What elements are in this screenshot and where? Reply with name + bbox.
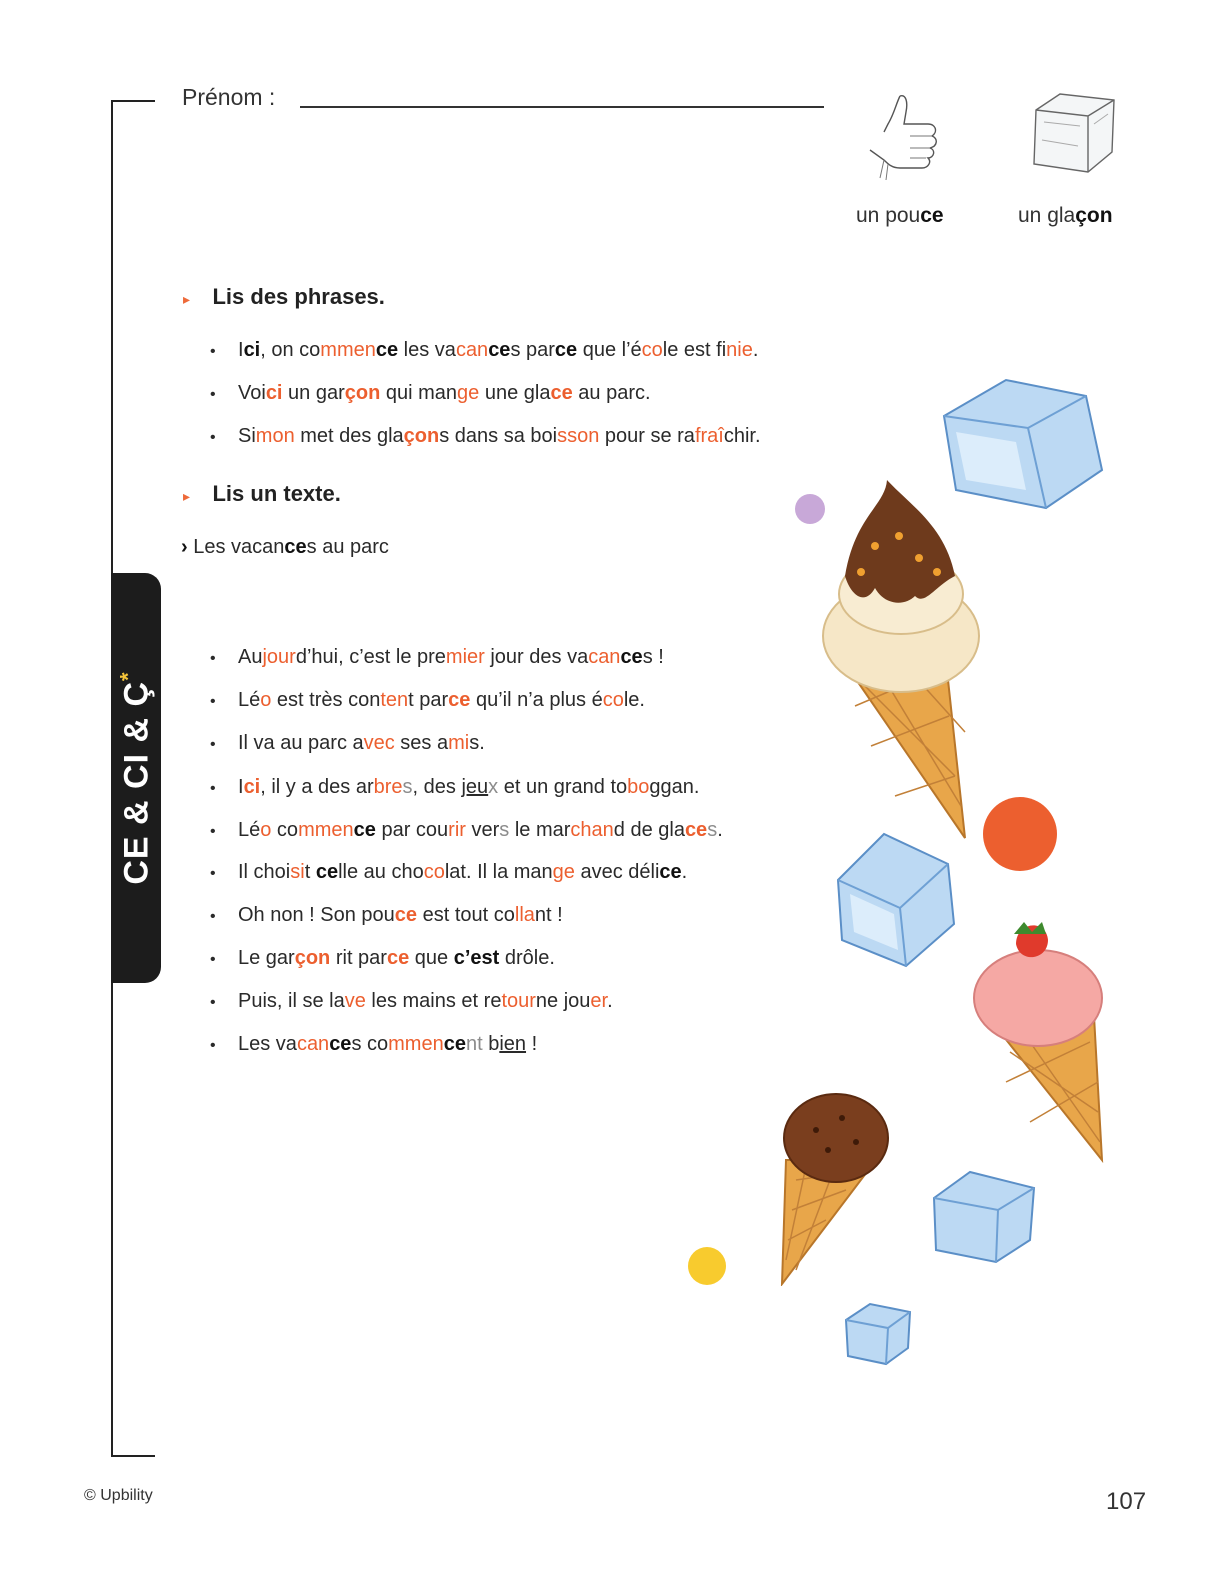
chevron-right-icon: › (181, 536, 188, 558)
text-line-7: • Oh non ! Son pouce est tout collant ! (210, 904, 563, 926)
frame-bottom-rule (111, 1455, 155, 1457)
prenom-input-line[interactable] (300, 106, 824, 108)
word-un-pouce: un pouce (856, 204, 944, 227)
ice-cube-icon (842, 1300, 914, 1366)
text-subtitle: › Les vacances au parc (181, 536, 389, 558)
frame-top-rule (111, 100, 155, 102)
section1-title: Lis des phrases. (212, 284, 385, 309)
word-un-glacon: un glaçon (1018, 204, 1113, 227)
section1-heading (183, 284, 385, 310)
yellow-dot (688, 1247, 726, 1285)
ice-cube-sketch-icon (1030, 90, 1118, 176)
text-line-9: • Puis, il se lave les mains et retourne jouer. (210, 990, 613, 1012)
section2-heading (183, 481, 341, 507)
ice-cube-icon (834, 830, 958, 970)
text-line-8: • Le garçon rit parce que c’est drôle. (210, 947, 555, 969)
chocolate-ice-cream-cone-icon (776, 1090, 892, 1286)
text-line-1: • Aujourd’hui, c’est le premier jour des vacances ! (210, 646, 664, 668)
side-tab-label: CE & CI & Ç (117, 680, 156, 885)
copyright: © Upbility (84, 1487, 153, 1504)
side-tab (111, 573, 161, 983)
text-line-3: • Il va au parc avec ses amis. (210, 732, 485, 754)
ice-cube-icon (930, 1168, 1038, 1264)
sentence-1: • Ici, on commence les vacances parce que l’école est finie. (210, 339, 759, 361)
orange-dot (983, 797, 1057, 871)
side-tab-asterisk: * (115, 671, 141, 681)
text-line-4: • Ici, il y a des arbres, des jeux et un grand toboggan. (210, 776, 700, 798)
arrow-icon: ▸ (183, 488, 191, 504)
sentence-2: • Voici un garçon qui mange une glace au parc. (210, 382, 651, 404)
arrow-icon: ▸ (183, 291, 191, 307)
thumbs-up-icon (866, 90, 946, 182)
text-line-5: • Léo commence par courir vers le marchand de glaces. (210, 819, 723, 841)
text-line-2: • Léo est très content parce qu’il n’a plus école. (210, 689, 645, 711)
prenom-label: Prénom : (182, 84, 276, 110)
strawberry-ice-cream-cone-icon (970, 912, 1108, 1164)
page-number: 107 (1106, 1488, 1147, 1515)
sentence-3: • Simon met des glaçons dans sa boisson pour se rafraîchir. (210, 425, 761, 447)
text-line-10: • Les vacances commencent bien ! (210, 1033, 538, 1055)
section2-title: Lis un texte. (212, 481, 341, 506)
text-line-6: • Il choisit celle au chocolat. Il la mange avec délice. (210, 861, 688, 883)
vanilla-ice-cream-cone-icon (815, 476, 983, 842)
